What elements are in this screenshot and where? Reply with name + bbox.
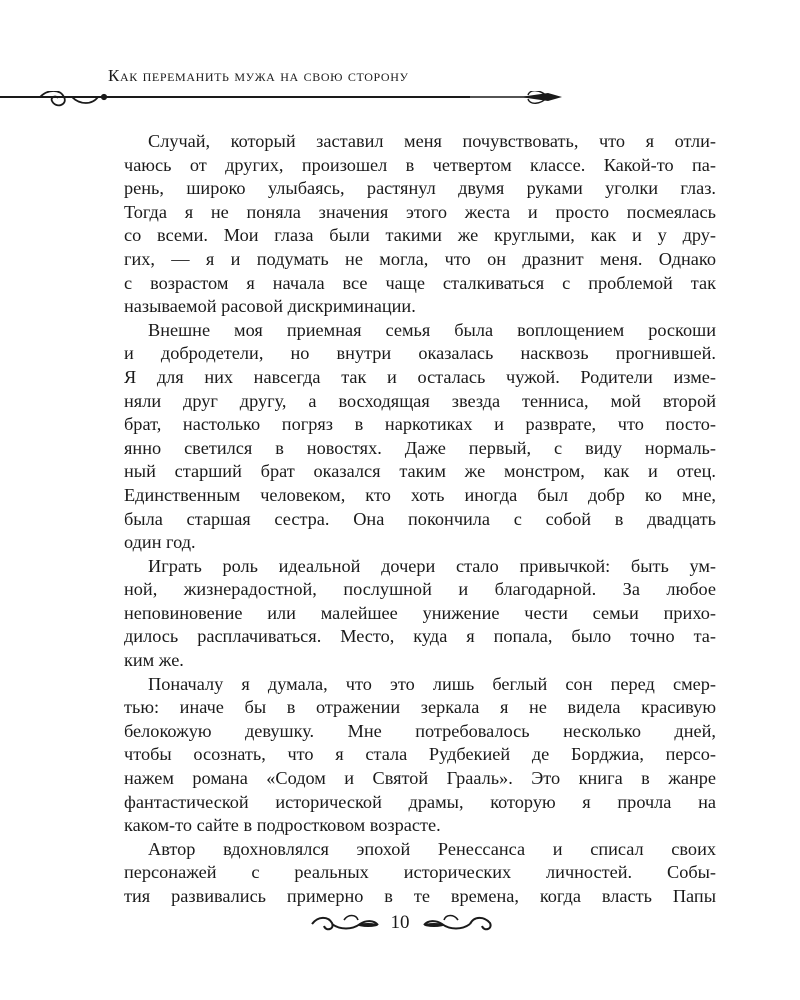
- text-line: няли друг другу, а восходящая звезда тенниса, мой второй: [124, 390, 716, 411]
- text-line: с возрастом я начала все чаще сталкиваться с проблемой так: [124, 272, 716, 293]
- text-line: гих, — я и подумать не могла, что он дразнит меня. Однако: [124, 248, 716, 269]
- left-swirl-ornament: [40, 91, 106, 105]
- text-line: персонажей с реальных исторических личностей. Собы-: [124, 862, 716, 883]
- text-line: ной, жизнерадостной, послушной и благодарной. За любое: [124, 579, 716, 600]
- right-arrow-ornament: [520, 91, 562, 103]
- body-text: [124, 130, 716, 909]
- text-line: каком-то сайте в подростковом возрасте.: [124, 815, 441, 836]
- text-line: нажем романа «Содом и Святой Грааль». Это книга в жанре: [124, 768, 716, 789]
- text-line: Случай, который заставил меня почувствовать, что я отли-: [148, 131, 716, 151]
- paragraph: [124, 555, 716, 673]
- text-line: брат, настолько погряз в наркотиках и разврате, что посто-: [124, 414, 716, 435]
- running-header: [0, 56, 800, 106]
- text-line: Единственным человеком, кто хоть иногда был добр ко мне,: [124, 484, 716, 505]
- text-line: тью: иначе бы в отражении зеркала я не видела красивую: [124, 697, 716, 718]
- left-footer-ornament-icon: [312, 916, 378, 930]
- text-line: Я для них навсегда так и осталась чужой. Родители изме-: [124, 366, 716, 387]
- text-line: Поначалу я думала, что это лишь беглый сон перед смер-: [148, 673, 716, 694]
- text-line: ким же.: [124, 650, 184, 671]
- text-line: белокожую девушку. Мне потребовалось несколько дней,: [124, 720, 716, 741]
- paragraph: [124, 673, 716, 838]
- text-line: фантастической исторической драмы, которую я прочла на: [124, 791, 716, 812]
- text-line: один год.: [124, 532, 196, 553]
- page-number: 10: [390, 912, 410, 933]
- right-footer-ornament-icon: [424, 916, 491, 930]
- text-line: чтобы осознать, что я стала Рудбекией де Борджиа, персо-: [124, 744, 716, 765]
- text-line: Играть роль идеальной дочери стало привычкой: быть ум-: [148, 555, 716, 576]
- paragraph: [124, 130, 716, 319]
- text-line: неповиновение или малейшее унижение чести семьи прихо-: [124, 602, 716, 623]
- text-line: янно светился в новостях. Даже первый, с виду нормаль-: [124, 437, 716, 458]
- page-footer: [0, 910, 800, 940]
- text-line: рень, широко улыбаясь, растянул двумя руками уголки глаз.: [124, 178, 716, 199]
- text-line: дилось расплачиваться. Место, куда я попала, было точно та-: [124, 626, 716, 647]
- text-line: со всеми. Мои глаза были такими же круглыми, как и у дру-: [124, 225, 716, 246]
- text-line: называемой расовой дискриминации.: [124, 296, 416, 317]
- paragraph: [124, 319, 716, 555]
- text-line: и добродетели, но внутри оказалась насквозь прогнившей.: [124, 343, 716, 364]
- text-line: ный старший брат оказался таким же монстром, как и отец.: [124, 461, 716, 482]
- text-line: чаюсь от других, произошел в четвертом классе. Какой-то па-: [124, 154, 716, 175]
- text-line: тия развивались примерно в те времена, когда власть Папы: [124, 886, 716, 906]
- running-head-title: Как переманить мужа на свою сторону: [108, 66, 409, 85]
- text-line: Внешне моя приемная семья была воплощением роскоши: [148, 319, 716, 340]
- text-line: Тогда я не поняла значения этого жеста и просто посмеялась: [124, 201, 716, 222]
- paragraph: [124, 838, 716, 909]
- text-line: была старшая сестра. Она покончила с собой в двадцать: [124, 508, 716, 529]
- header-ornament-rule: [0, 91, 800, 131]
- text-line: Автор вдохновлялся эпохой Ренессанса и списал своих: [148, 838, 716, 859]
